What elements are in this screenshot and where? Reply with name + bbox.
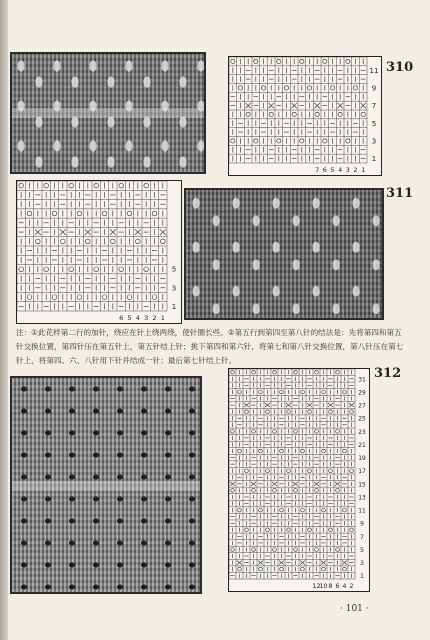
cross-stitch-symbol [230,482,235,486]
yarn-over-symbol [284,86,288,90]
chart-row-label: 9 [371,84,377,93]
yarn-over-symbol [36,239,41,244]
yarn-over-symbol [280,390,284,394]
yarn-over-symbol [119,267,124,272]
yarn-over-symbol [338,112,342,116]
cross-stitch-symbol [35,229,41,235]
yarn-over-symbol [161,239,166,244]
cross-stitch-symbol [321,561,326,565]
yarn-over-symbol [315,548,319,552]
yarn-over-symbol [330,86,334,90]
chart-column-label: 2 [349,582,354,590]
chart-row-label: 5 [171,265,177,274]
chart-column-label: 2 [353,166,358,174]
cross-stitch-symbol [110,229,116,235]
yarn-over-symbol [329,528,333,532]
chart-row-label: 9 [360,521,364,528]
yarn-over-symbol [19,267,24,272]
chart-row-label: 21 [358,442,366,449]
chart-row-label: 1 [360,574,364,581]
yarn-over-symbol [245,469,249,473]
yarn-over-symbol [259,449,263,453]
yarn-over-symbol [69,183,74,188]
yarn-over-symbol [329,469,333,473]
cross-stitch-symbol [85,229,91,235]
cross-stitch-symbol [335,482,340,486]
chart-column-label: 10 [319,582,328,590]
yarn-over-symbol [350,469,354,473]
yarn-over-symbol [252,548,256,552]
yarn-over-symbol [231,489,235,493]
yarn-over-symbol [252,430,256,434]
chart-column-label: 6 [335,582,340,590]
cross-stitch-symbol [265,403,270,407]
chart-column-label: 6 [322,166,327,174]
yarn-over-symbol [308,469,312,473]
yarn-over-symbol [144,183,149,188]
pattern-number-310: 310 [386,60,414,75]
yarn-over-symbol [231,139,235,143]
yarn-over-symbol [308,528,312,532]
cross-stitch-symbol [245,103,250,108]
chart-row-label: 13 [358,495,366,502]
yarn-over-symbol [301,449,305,453]
pattern-number-311: 311 [386,186,414,201]
yarn-over-symbol [111,239,116,244]
yarn-over-symbol [254,59,258,63]
yarn-over-symbol [231,370,235,374]
chart-svg [17,181,181,323]
stitch-chart-310 [228,56,382,176]
yarn-over-symbol [322,390,326,394]
chart-column-label: 1 [160,314,165,322]
stitch-chart-312 [228,368,370,592]
yarn-over-symbol [27,295,32,300]
yarn-over-symbol [277,59,281,63]
yarn-over-symbol [44,267,49,272]
chart-column-label: 5 [330,166,335,174]
chart-column-label: 12 [312,582,321,590]
yarn-over-symbol [343,508,347,512]
yarn-over-symbol [346,139,350,143]
chart-column-label: 6 [119,314,124,322]
yarn-over-symbol [294,370,298,374]
yarn-over-symbol [52,211,57,216]
yarn-over-symbol [308,410,312,414]
yarn-over-symbol [252,489,256,493]
yarn-over-symbol [259,567,263,571]
cross-stitch-symbol [268,103,273,108]
yarn-over-symbol [350,528,354,532]
yarn-over-symbol [61,239,66,244]
pattern-note: 注：①此花样第二行的加针，绕应在针上绕两绕，使针圈长些。②第五行到第四至第八针的结法是：先将第四和第五针交换位置，第四针压在第五针上，第五针结上针；挑下第四和第六针，将第七和第八针交换位置，第八针压在第七针上，将第四、六、八针用下针并结成一针；最后第七针结上针。 [16,328,404,365]
yarn-over-symbol [44,183,49,188]
knit-sample-photo-312 [10,376,202,594]
yarn-over-symbol [261,86,265,90]
yarn-over-symbol [315,370,319,374]
yarn-over-symbol [294,430,298,434]
chart-row-label: 25 [358,416,366,423]
chart-row-label: 5 [360,547,364,554]
yarn-over-symbol [315,489,319,493]
yarn-over-symbol [238,86,242,90]
yarn-over-symbol [94,267,99,272]
yarn-over-symbol [273,548,277,552]
yarn-over-symbol [86,239,91,244]
yarn-over-symbol [259,390,263,394]
yarn-over-symbol [336,489,340,493]
cross-stitch-symbol [360,103,365,108]
yarn-over-symbol [343,390,347,394]
yarn-over-symbol [254,139,258,143]
yarn-over-symbol [329,410,333,414]
cross-stitch-symbol [244,403,249,407]
yarn-over-symbol [294,489,298,493]
cross-stitch-symbol [160,229,166,235]
yarn-over-symbol [127,211,132,216]
chart-column-label: 8 [328,582,333,590]
chart-column-label: 1 [361,166,366,174]
cross-stitch-symbol [272,482,277,486]
yarn-over-symbol [300,139,304,143]
yarn-over-symbol [336,430,340,434]
yarn-over-symbol [323,59,327,63]
chart-row-label: 5 [371,119,377,128]
yarn-over-symbol [231,548,235,552]
yarn-over-symbol [259,508,263,512]
yarn-over-symbol [280,508,284,512]
yarn-over-symbol [238,449,242,453]
cross-stitch-symbol [349,403,354,407]
yarn-over-symbol [287,528,291,532]
yarn-over-symbol [19,183,24,188]
yarn-over-symbol [136,239,141,244]
cross-stitch-symbol [293,482,298,486]
yarn-over-symbol [273,370,277,374]
chart-row-label: 1 [371,155,377,164]
yarn-over-symbol [102,211,107,216]
chart-column-label: 3 [345,166,350,174]
chart-row-label: 31 [358,377,366,384]
yarn-over-symbol [301,390,305,394]
yarn-over-symbol [273,430,277,434]
cross-stitch-symbol [237,561,242,565]
yarn-over-symbol [315,112,319,116]
yarn-over-symbol [269,112,273,116]
yarn-over-symbol [301,567,305,571]
chart-row-label: 7 [371,102,377,111]
cross-stitch-symbol [258,561,263,565]
yarn-over-symbol [252,370,256,374]
yarn-over-symbol [238,567,242,571]
yarn-over-symbol [266,469,270,473]
cross-stitch-symbol [342,561,347,565]
yarn-over-symbol [231,59,235,63]
yarn-over-symbol [144,267,149,272]
yarn-over-symbol [280,449,284,453]
knit-sample-photo-311 [184,188,384,320]
page-number: · 101 · [340,604,369,614]
chart-row-label: 3 [371,137,377,146]
yarn-over-symbol [300,59,304,63]
yarn-over-symbol [280,567,284,571]
yarn-over-symbol [238,508,242,512]
yarn-over-symbol [77,295,82,300]
chart-row-label: 23 [358,429,366,436]
cross-stitch-symbol [328,403,333,407]
stitch-chart-311 [16,180,182,324]
yarn-over-symbol [323,139,327,143]
yarn-over-symbol [102,295,107,300]
yarn-over-symbol [231,430,235,434]
chart-row-label: 11 [369,66,379,75]
cross-stitch-symbol [279,561,284,565]
yarn-over-symbol [77,211,82,216]
cross-stitch-symbol [337,103,342,108]
yarn-over-symbol [69,267,74,272]
yarn-over-symbol [238,390,242,394]
yarn-over-symbol [287,469,291,473]
cross-stitch-symbol [251,482,256,486]
yarn-over-symbol [152,211,157,216]
chart-row-label: 11 [358,508,366,515]
yarn-over-symbol [266,410,270,414]
chart-row-label: 29 [358,390,366,397]
yarn-over-symbol [94,183,99,188]
yarn-over-symbol [353,86,357,90]
chart-row-label: 1 [171,302,177,311]
pattern-number-312: 312 [374,366,402,381]
yarn-over-symbol [307,86,311,90]
yarn-over-symbol [245,410,249,414]
yarn-over-symbol [350,410,354,414]
chart-row-label: 15 [358,482,366,489]
chart-row-label: 19 [358,456,366,463]
yarn-over-symbol [361,112,365,116]
book-binding [0,0,8,640]
chart-column-label: 3 [144,314,149,322]
knit-sample-photo-310 [10,52,206,174]
chart-column-label: 4 [342,582,347,590]
yarn-over-symbol [27,211,32,216]
yarn-over-symbol [246,112,250,116]
yarn-over-symbol [294,548,298,552]
cross-stitch-symbol [307,403,312,407]
yarn-over-symbol [346,59,350,63]
cross-stitch-symbol [314,482,319,486]
yarn-over-symbol [315,430,319,434]
chart-column-label: 2 [152,314,157,322]
yarn-over-symbol [336,370,340,374]
yarn-over-symbol [301,508,305,512]
yarn-over-symbol [119,183,124,188]
yarn-over-symbol [322,449,326,453]
yarn-over-symbol [152,295,157,300]
cross-stitch-symbol [286,403,291,407]
yarn-over-symbol [52,295,57,300]
yarn-over-symbol [322,567,326,571]
yarn-over-symbol [343,567,347,571]
yarn-over-symbol [127,295,132,300]
chart-row-label: 3 [171,284,177,293]
cross-stitch-symbol [135,229,141,235]
yarn-over-symbol [245,528,249,532]
yarn-over-symbol [287,410,291,414]
yarn-over-symbol [343,449,347,453]
chart-svg [229,369,369,591]
chart-row-label: 17 [358,469,366,476]
yarn-over-symbol [336,548,340,552]
chart-svg [229,57,381,175]
yarn-over-symbol [273,489,277,493]
cross-stitch-symbol [291,103,296,108]
chart-column-label: 4 [135,314,140,322]
cross-stitch-symbol [60,229,66,235]
yarn-over-symbol [266,528,270,532]
yarn-over-symbol [277,139,281,143]
chart-row-label: 3 [360,561,364,568]
chart-column-label: 4 [338,166,343,174]
cross-stitch-symbol [300,561,305,565]
yarn-over-symbol [322,508,326,512]
chart-column-label: 5 [127,314,132,322]
chart-row-label: 7 [360,534,364,541]
yarn-over-symbol [292,112,296,116]
chart-column-label: 7 [315,166,320,174]
chart-row-label: 27 [358,403,366,410]
cross-stitch-symbol [314,103,319,108]
